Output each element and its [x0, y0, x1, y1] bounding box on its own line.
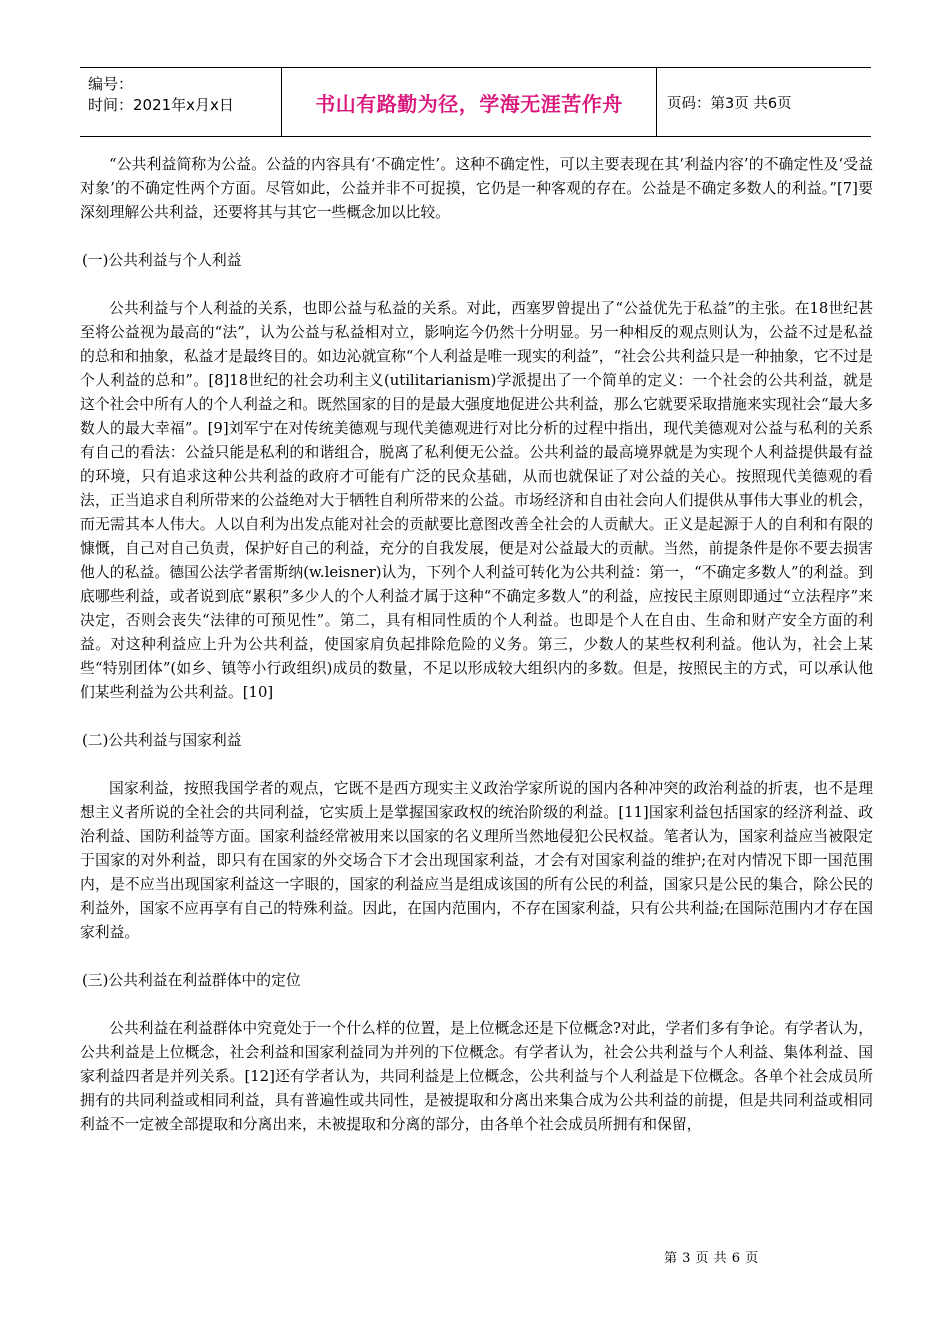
- header-motto: 书山有路勤为径，学海无涯苦作舟: [282, 68, 657, 136]
- page-footer: 第 3 页 共 6 页: [664, 1251, 759, 1266]
- header-page-code: 页码：第3页 共6页: [667, 95, 792, 112]
- paragraph-public-vs-personal: 公共利益与个人利益的关系，也即公益与私益的关系。对此，西塞罗曾提出了“公益优先于私益”的主张。在18世纪甚至将公益视为最高的“法”，认为公益与私益相对立，影响迄今仍然十分明显。另一种相反的观点则认为，公益不过是私益的总和和抽象，私益才是最终目的。如边沁就宣称“个人利益是唯一现实的利益”，“社会公共利益只是一种抽象，它不过是个人利益的总和”。[8]18世纪的社会功利主义(utilitarianism)学派提出了一个简单的定义：一个社会的公共利益，就是这个社会中所有人的个人利益之和。既然国家的目的是最大强度地促进公共利益，那么它就要采取措施来实现社会“最大多数人的最大幸福”。[9]刘军宁在对传统美德观与现代美德观进行对比分析的过程中指出，现代美德观对公益与私利的关系有自己的看法：公益只能是私利的和谐组合，脱离了私利便无公益。公共利益的最高境界就是为实现个人利益提供最有益的环境，只有追求这种公共利益的政府才可能有广泛的民众基础，从而也就保证了对公益的关心。按照现代美德观的看法，正当追求自利所带来的公益绝对大于牺牲自利所带来的公益。市场经济和自由社会向人们提供从事伟大事业的机会，而无需其本人伟大。人以自利为出发点能对社会的贡献要比意图改善全社会的人贡献大。正义是起源于人的自利和有限的慷慨，自己对自己负责，保护好自己的利益，充分的自我发展，便是对公益最大的贡献。当然，前提条件是你不要去损害他人的私益。德国公法学者雷斯纳(w.leisner)认为，下列个人利益可转化为公共利益：第一，“不确定多数人”的利益。到底哪些利益，或者说到底“累积”多少人的个人利益才属于这种“不确定多数人”的利益，应按民主原则即通过“立法程序”来决定，否则会丧失“法律的可预见性”。第二，具有相同性质的个人利益。也即是个人在自由、生命和财产安全方面的利益。对这种利益应上升为公共利益，使国家肩负起排除危险的义务。第三，少数人的某些权利利益。他认为，社会上某些“特别团体”(如乡、镇等小行政组织)成员的数量，不足以形成较大组织内的多数。但是，按照民主的方式，可以承认他们某些利益为公共利益。[10]: [80, 300, 873, 701]
- header-meta-cell: [80, 68, 282, 136]
- paragraph-public-vs-national: 国家利益，按照我国学者的观点，它既不是西方现实主义政治学家所说的国内各种冲突的政治利益的折衷，也不是理想主义者所说的全社会的共同利益，它实质上是掌握国家政权的统治阶级的利益。[11]国家利益包括国家的经济利益、政治利益、国防利益等方面。国家利益经常被用来以国家的名义理所当然地侵犯公民权益。笔者认为，国家利益应当被限定于国家的对外利益，即只有在国家的外交场合下才会出现国家利益，才会有对国家利益的维护;在对内情况下即一国范围内，是不应当出现国家利益这一字眼的，国家的利益应当是组成该国的所有公民的利益，国家只是公民的集合，除公民的利益外，国家不应再享有自己的特殊利益。因此，在国内范围内，不存在国家利益，只有公共利益;在国际范围内才存在国家利益。: [80, 780, 873, 941]
- date-label: 时间：2021年x月x日: [88, 96, 234, 114]
- document-body: [80, 153, 873, 1137]
- paragraph-intro: “公共利益简称为公益。公益的内容具有‘不确定性’。这种不确定性，可以主要表现在其‘利益内容’的不确定性及‘受益对象’的不确定性两个方面。尽管如此，公益并非不可捉摸，它仍是一种客观的存在。公益是不确定多数人的利益。”[7]要深刻理解公共利益，还要将其与其它一些概念加以比较。: [80, 156, 873, 221]
- section-heading-2: (二)公共利益与国家利益: [82, 732, 242, 749]
- section-heading-1: (一)公共利益与个人利益: [82, 252, 242, 269]
- paragraph-positioning: 公共利益在利益群体中究竟处于一个什么样的位置，是上位概念还是下位概念?对此，学者们多有争论。有学者认为，公共利益是上位概念，社会利益和国家利益同为并列的下位概念。有学者认为，社会公共利益与个人利益、集体利益、国家利益四者是并列关系。[12]还有学者认为，共同利益是上位概念，公共利益与个人利益是下位概念。各单个社会成员所拥有的共同利益或相同利益，具有普遍性或共同性，是被提取和分离出来集合成为公共利益的前提，但是共同利益或相同利益不一定被全部提取和分离出来，未被提取和分离的部分，由各单个社会成员所拥有和保留，: [80, 1020, 873, 1133]
- section-heading-3: (三)公共利益在利益群体中的定位: [82, 972, 301, 989]
- document-header: [80, 67, 871, 137]
- number-label: 编号：: [88, 75, 134, 93]
